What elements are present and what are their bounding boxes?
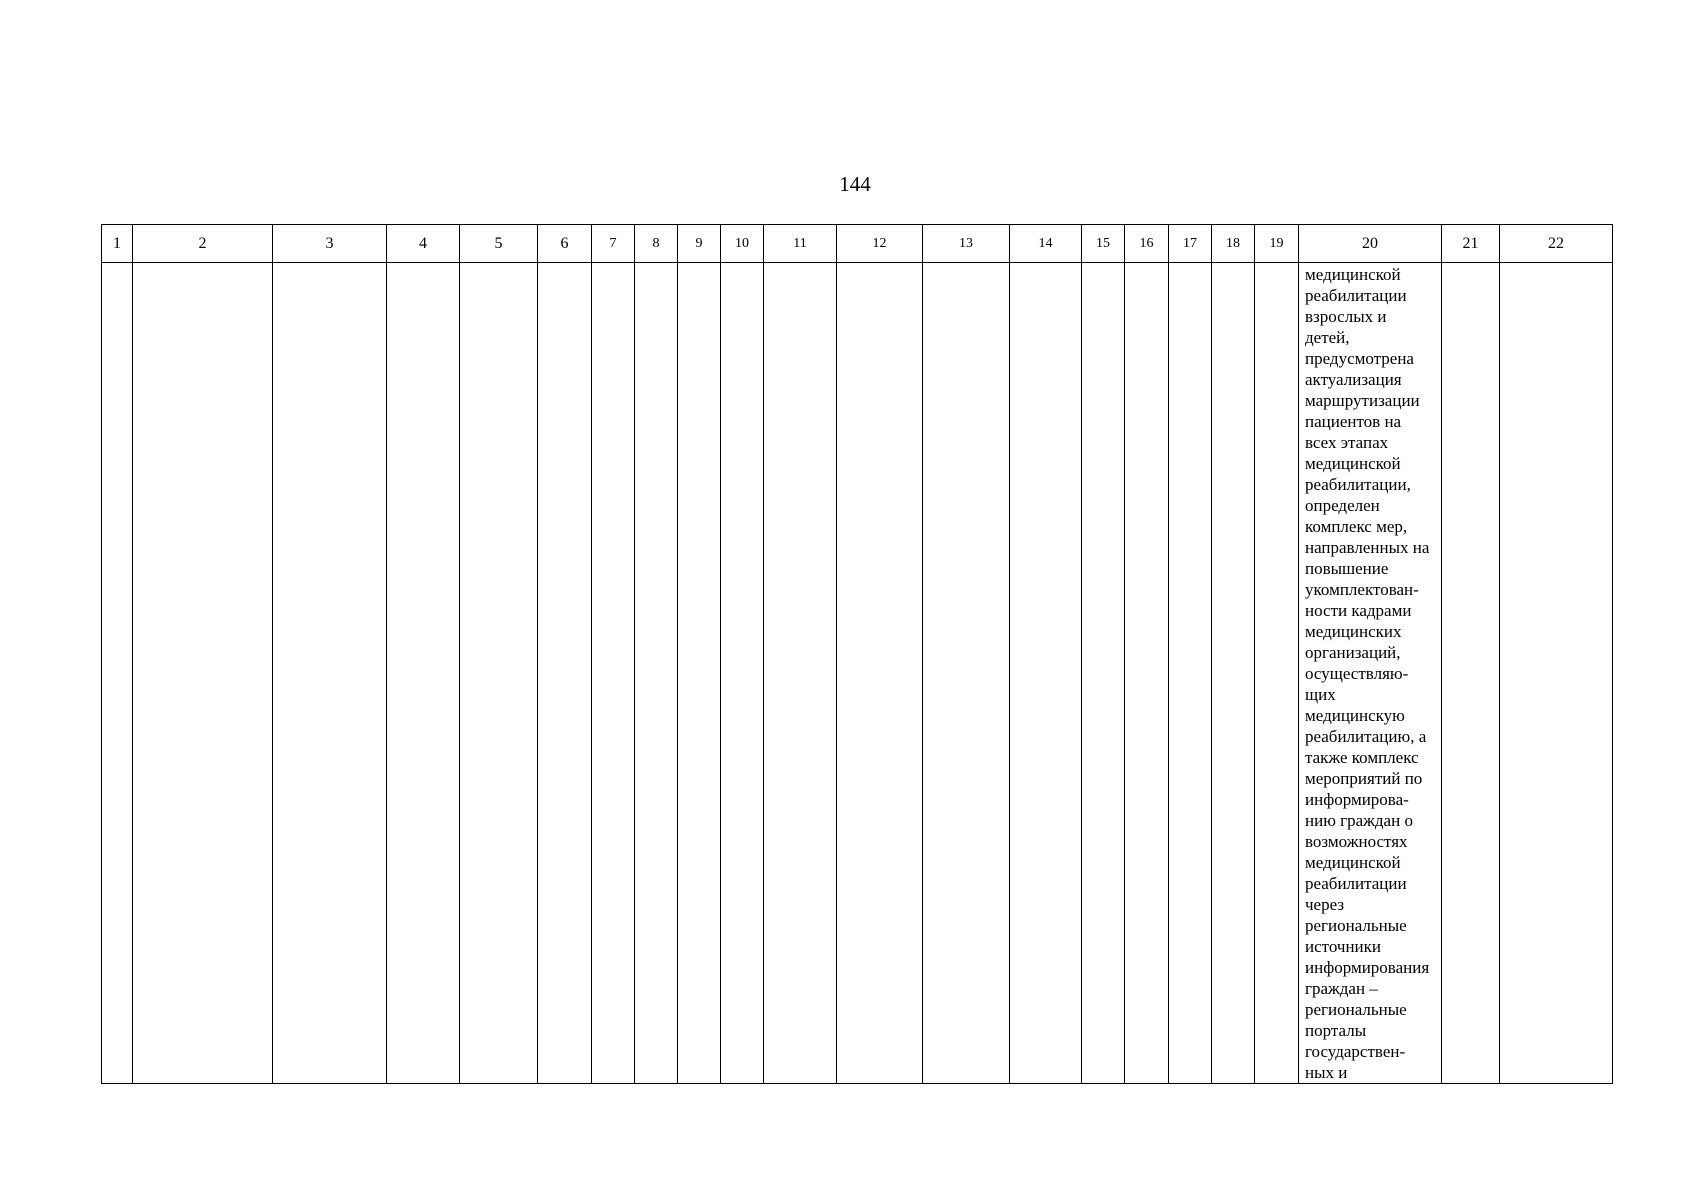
table-cell	[635, 263, 678, 1084]
table-cell	[538, 263, 592, 1084]
column-header: 8	[635, 225, 678, 263]
table-cell	[1169, 263, 1212, 1084]
column-header: 11	[764, 225, 837, 263]
column-header: 13	[923, 225, 1010, 263]
column-header: 9	[678, 225, 721, 263]
table-cell	[1500, 263, 1613, 1084]
data-table	[101, 224, 1613, 1084]
table-row	[102, 263, 1613, 1084]
column-header: 15	[1082, 225, 1125, 263]
column-header: 10	[721, 225, 764, 263]
column-header: 7	[592, 225, 635, 263]
table-header-row	[102, 225, 1613, 263]
table-cell	[764, 263, 837, 1084]
column-header: 20	[1299, 225, 1442, 263]
column-header: 4	[387, 225, 460, 263]
table-cell	[387, 263, 460, 1084]
table-cell	[837, 263, 923, 1084]
table-cell	[721, 263, 764, 1084]
table-cell	[592, 263, 635, 1084]
page-number: 144	[839, 172, 871, 196]
table-cell	[273, 263, 387, 1084]
table-cell	[1212, 263, 1255, 1084]
table-cell	[1010, 263, 1082, 1084]
column-header: 1	[102, 225, 133, 263]
column-header: 2	[133, 225, 273, 263]
column-header: 5	[460, 225, 538, 263]
table-cell	[1082, 263, 1125, 1084]
table-cell	[133, 263, 273, 1084]
column-header: 6	[538, 225, 592, 263]
table-cell	[460, 263, 538, 1084]
description-text: медицинской реабилитации взрослых и детей, предусмотрена актуализация маршрутизации пациентов на всех этапах медицинской реабилитации, определен комплекс мер, направленных на повышение укомплектован- ности кадрами медицинских организаций, осуществляю- щих медицинскую реабилитацию, а также комплекс мероприятий по информирова- нию граждан о возможностях медицинской реабилитации через региональные источники информирования граждан – региональные порталы государствен- ных и	[1305, 265, 1430, 1082]
column-header: 19	[1255, 225, 1299, 263]
column-header: 18	[1212, 225, 1255, 263]
table-cell	[1125, 263, 1169, 1084]
column-header: 14	[1010, 225, 1082, 263]
table-cell	[923, 263, 1010, 1084]
column-header: 17	[1169, 225, 1212, 263]
column-header: 12	[837, 225, 923, 263]
column-header: 21	[1442, 225, 1500, 263]
column-header: 22	[1500, 225, 1613, 263]
table-cell	[678, 263, 721, 1084]
table-cell	[1255, 263, 1299, 1084]
table-cell	[102, 263, 133, 1084]
column-header: 3	[273, 225, 387, 263]
table-cell-description	[1299, 263, 1442, 1084]
column-header: 16	[1125, 225, 1169, 263]
table-cell	[1442, 263, 1500, 1084]
